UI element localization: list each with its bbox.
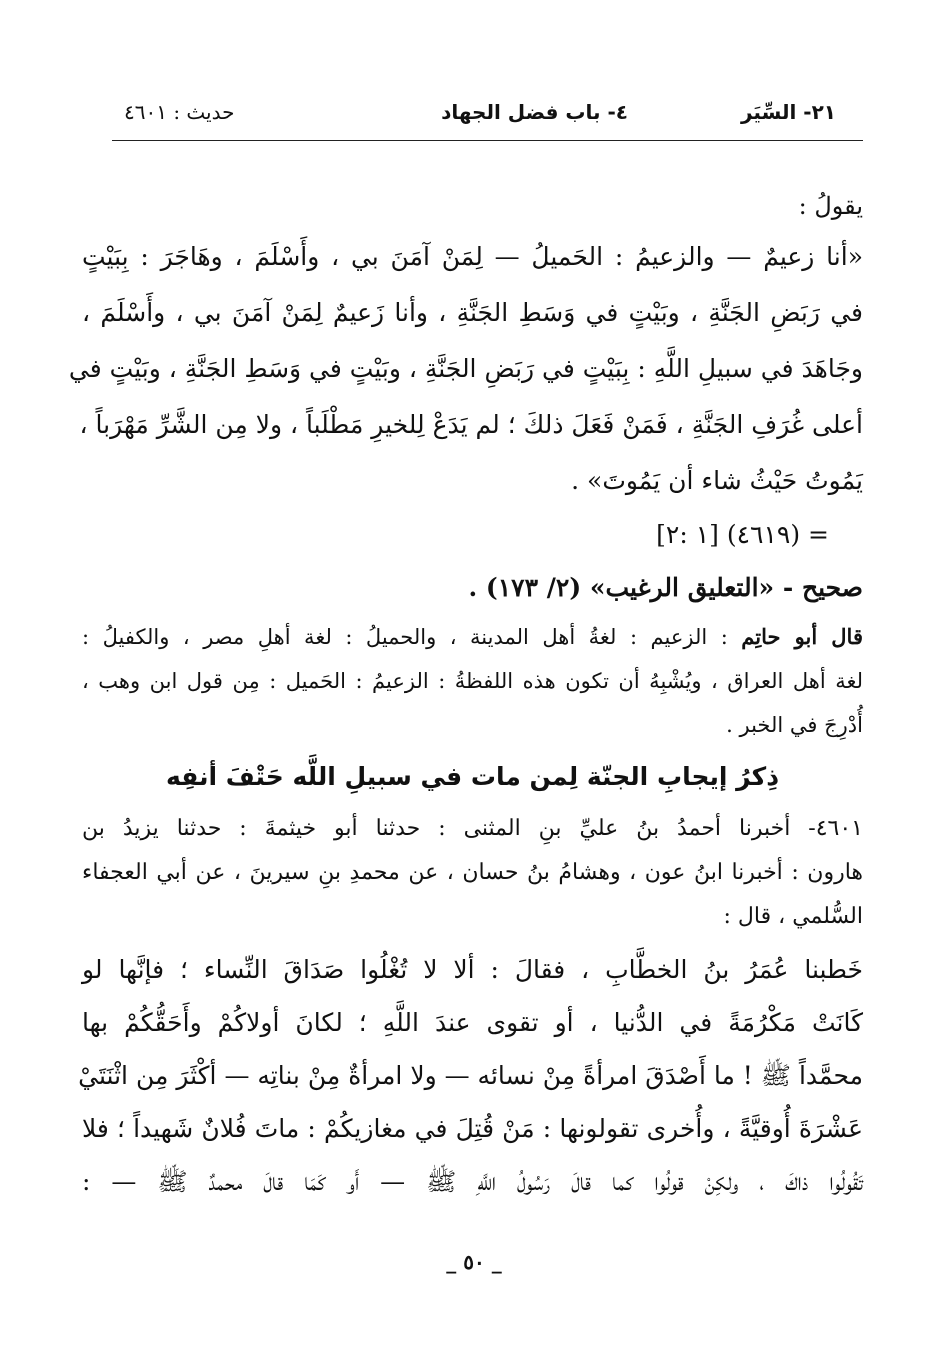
hadith-line: أعلى غُرَفِ الجَنَّةِ ، فَمَنْ فَعَلَ ذلكَ ؛ لم يَدَعْ لِلخيرِ مَطْلَباً ، ولا مِن الشَّرِّ مَهْرَباً ،	[79, 410, 863, 439]
hadith-line: «أنا زعيمٌ — والزعيمُ : الحَميلُ — لِمَنْ آمَنَ بي ، وأَسْلَمَ ، وهَاجَرَ : بِبَيْتٍ	[82, 242, 863, 271]
hadith-line: في رَبَضِ الجَنَّةِ ، وبَيْتٍ في وَسَطِ الجَنَّةِ ، وأنا زَعيمٌ لِمَنْ آمَنَ بي ، وأَسْلَمَ ،	[82, 298, 863, 327]
hadith-number-header: حديث : ٤٦٠١	[124, 100, 235, 124]
header-divider	[112, 140, 863, 141]
isnad	[82, 807, 863, 939]
editor-note	[82, 615, 863, 747]
note-line: أُدْرِجَ في الخبر .	[726, 713, 863, 737]
cross-reference: = (٤٦١٩) [١ :٢]	[656, 520, 829, 549]
hadith-line: يَمُوتُ حَيْثُ شاء أن يَمُوتَ» .	[571, 466, 863, 495]
isnad-line: ٤٦٠١- أخبرنا أحمدُ بنُ عليِّ بنِ المثنى : حدثنا أبو خيثمةَ : حدثنا يزيدُ بن	[82, 816, 863, 841]
book-section-title: ٢١- السِّيَر	[740, 100, 836, 124]
note-line: : الزعيم : لغةُ أهل المدينة ، والحميلُ : لغة أهلِ مصر ، والكفيلُ :	[82, 625, 728, 649]
matn-line: كَانَتْ مَكْرُمَةً في الدُّنيا ، أو تقوى عندَ اللَّهِ ؛ لكانَ أولاكُمْ وأَحَقُّكُمْ بها	[82, 1008, 863, 1037]
note-line: لغة أهل العراق ، ويُشْبِهُ أن تكون هذه اللفظةُ : الزعيمُ : الحَميل : مِن قول ابن وهب ،	[82, 669, 863, 693]
matn-line: عَشْرَةَ أُوقيَّةً ، وأُخرى تقولونها : مَنْ قُتِلَ في مغازيكُمْ : ماتَ فُلانٌ شَهيداً ؛ فلا	[82, 1114, 863, 1143]
chapter-heading: ٤- باب فضل الجهاد	[441, 100, 628, 124]
hadith-text	[68, 229, 863, 509]
running-head	[112, 100, 836, 136]
grading-line: صحيح - «التعليق الرغيب» (٢/ ١٧٣) .	[468, 573, 863, 602]
isnad-line: السُّلمي ، قال :	[723, 904, 863, 929]
isnad-line: هارون : أخبرنا ابنُ عون ، وهشامُ بنُ حسان ، عن محمدِ بنِ سيرينَ ، عن أبي العجفاء	[82, 860, 863, 885]
matn-line: خَطبنا عُمَرُ بنُ الخطَّابِ ، فقالَ : ألا لا تُغْلُوا صَدَاقَ النِّساء ؛ فإنَّها لو	[82, 955, 863, 984]
chapter-title: ذِكرُ إيجابِ الجنّة لِمن مات في سبيلِ اللَّه حَتْفَ أنفِه	[165, 762, 780, 791]
note-speaker: قال أبو حاتِم	[741, 624, 863, 649]
intro-line: يقولُ :	[798, 192, 863, 220]
matn-line: محمَّداً ﷺ ! ما أَصْدَقَ امرأةً مِنْ نسائه — ولا امرأةٌ مِنْ بناتِه — أكْثَرَ مِن اثْنَتَيْ	[78, 1061, 863, 1090]
hadith-line: وجَاهَدَ في سبيلِ اللَّهِ : بِبَيْتٍ في رَبَضِ الجَنَّةِ ، وبَيْتٍ في وَسَطِ الجَنَّةِ ، وبَيْتٍ في	[68, 354, 863, 383]
page-number: _ ٥٠ _	[446, 1250, 502, 1274]
matn	[78, 943, 863, 1208]
matn-line: تَقُولُوا ذاكَ ، ولكِنْ قولُوا كما قالَ رَسُولُ اللَّهِ ﷺ — أَو كَمَا قالَ محمدٌ ﷺ — :	[82, 1167, 863, 1196]
page-body	[68, 183, 863, 1208]
